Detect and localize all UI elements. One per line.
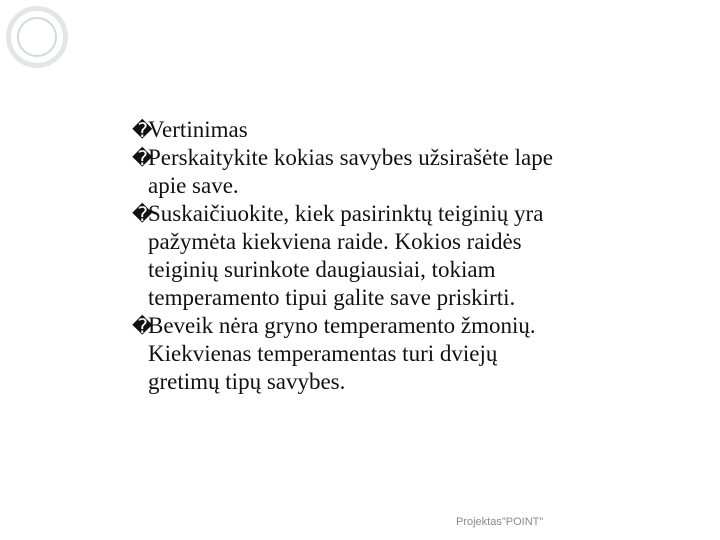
bullet-text: Beveik nėra gryno temperamento žmonių. <box>148 313 536 338</box>
bullet-text: temperamento tipui galite save priskirti. <box>148 285 516 310</box>
bullet-icon: � <box>132 314 153 338</box>
bullet-text: gretimų tipų savybes. <box>148 369 346 394</box>
bullet-text: Suskaičiuokite, kiek pasirinktų teiginių yra <box>148 201 544 226</box>
bullet-item <box>132 312 712 396</box>
bullet-text: pažymėta kiekviena raide. Kokios raidės <box>148 229 522 254</box>
bullet-text: Perskaitykite kokias savybes užsirašėte lape <box>148 145 553 170</box>
bullet-text: apie save. <box>148 173 239 198</box>
bullet-item <box>132 116 712 144</box>
bullet-item <box>132 144 712 200</box>
bullet-icon: � <box>132 118 153 142</box>
bullet-item <box>132 200 712 312</box>
bullet-icon: � <box>132 202 153 226</box>
footer-text: Projektas"POINT" <box>456 516 544 528</box>
bullet-text: Vertinimas <box>148 117 248 142</box>
bullet-text: teiginių surinkote daugiausiai, tokiam <box>148 257 496 282</box>
slide-content <box>132 116 712 396</box>
bullet-text: Kiekvienas temperamentas turi dviejų <box>148 341 498 366</box>
bullet-icon: � <box>132 146 153 170</box>
decorative-ring-inner <box>17 17 57 57</box>
